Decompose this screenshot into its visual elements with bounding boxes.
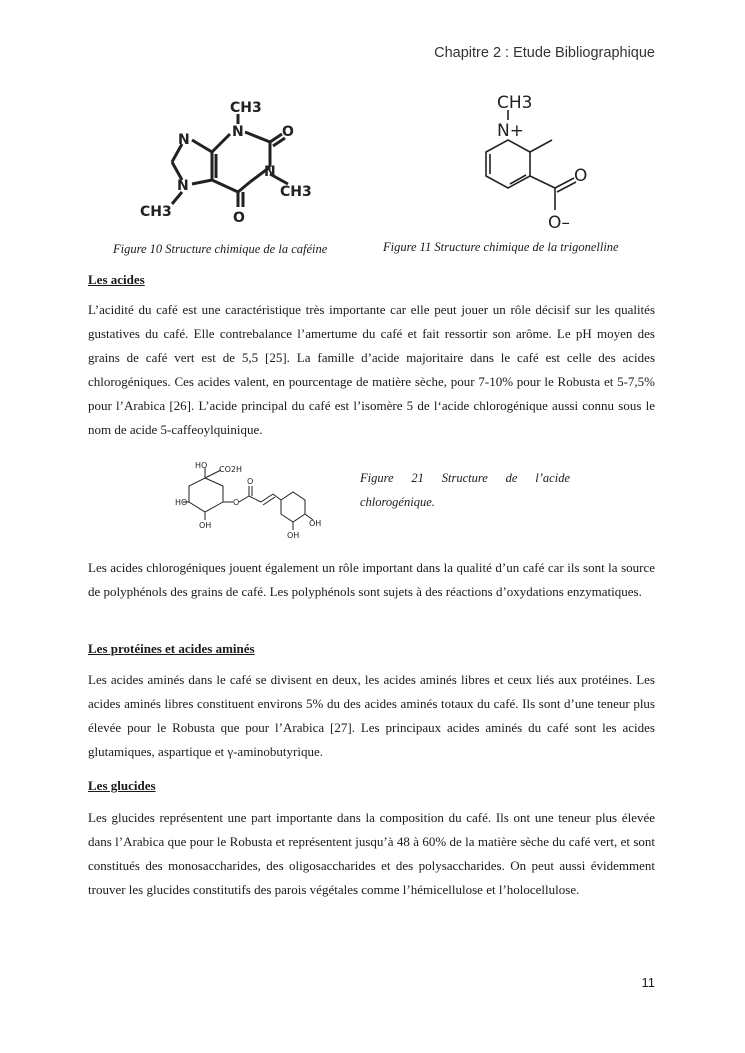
chlorogenic-atom-oh-bottom2: OH bbox=[287, 531, 300, 540]
chlorogenic-atom-ho-top: HO bbox=[195, 461, 208, 470]
chlorogenic-atom-o-ester: O bbox=[247, 477, 254, 486]
section-title-acides: Les acides bbox=[88, 272, 145, 287]
caffeine-atom-o-top: O bbox=[282, 124, 294, 140]
section-title-glucides: Les glucides bbox=[88, 778, 156, 793]
caffeine-atom-n-top: N bbox=[232, 124, 244, 140]
caffeine-atom-ch3-bottom: CH3 bbox=[140, 204, 172, 220]
proteines-paragraph: Les acides aminés dans le café se divisent en deux, les acides aminés libres et ceux liés aux protéines. Les acides aminés libres constituent environs 5% du des acides aminés totaux du café. Ils sont d’une teneur plus élevée pour le Robusta que pour l’Arabica [27]. Les principaux acides aminés du café sont les acides glutamiques, aspartique et γ-aminobutyrique. bbox=[88, 672, 655, 759]
caffeine-atom-o-bottom: O bbox=[233, 210, 245, 226]
running-header: Chapitre 2 : Etude Bibliographique bbox=[434, 45, 655, 61]
figure-11-caption: Figure 11 Structure chimique de la trigonelline bbox=[383, 240, 619, 254]
caffeine-atom-n-right: N bbox=[264, 164, 276, 180]
caffeine-atom-ch3-top: CH3 bbox=[230, 100, 262, 116]
caffeine-atom-ch3-right: CH3 bbox=[280, 184, 312, 200]
chlorogenic-atom-o-ring: O bbox=[233, 498, 240, 507]
page-number: 11 bbox=[641, 975, 655, 990]
chlorogenic-acid-structure-image bbox=[175, 458, 325, 543]
trigonelline-atom-n-plus: N+ bbox=[497, 121, 524, 141]
acides-paragraph-1: L’acidité du café est une caractéristique très importante car elle peut jouer un rôle décisif sur les qualités gustatives du café. Elle contrebalance l’amertume du café et fait ressortir son arôme. Le pH moyen des grains de café vert est de 5,5 [25]. La famille d’acide majoritaire dans le café est celle des acides chlorogéniques. Ces acides valent, en pourcentage de matière sèche, pour 7-10% pour le Robusta et 5-7,5% pour l’Arabica [26]. L’acide principal du café est l’isomère 5 de l‘acide chlorogénique aussi connu sous le nom de acide 5-caffeoylquinique. bbox=[88, 302, 655, 437]
trigonelline-atom-o-minus: O– bbox=[548, 213, 570, 233]
chlorogenic-atom-co2h: CO2H bbox=[219, 465, 242, 474]
chlorogenic-atom-oh-bottom: OH bbox=[199, 521, 212, 530]
trigonelline-atom-o-top: O bbox=[574, 166, 588, 186]
chlorogenic-atom-ho-left: HO bbox=[175, 498, 188, 507]
caffeine-structure-image bbox=[130, 92, 320, 227]
trigonelline-structure-image bbox=[470, 88, 590, 233]
figure-10-caption: Figure 10 Structure chimique de la caféine bbox=[113, 242, 328, 256]
acides-paragraph-2: Les acides chlorogéniques jouent également un rôle important dans la qualité d’un café car ils sont la source de polyphénols des grains de café. Les polyphénols sont sujets à des réactions d’oxydations enzymatiques. bbox=[88, 560, 655, 599]
trigonelline-atom-ch3: CH3 bbox=[497, 93, 533, 113]
caffeine-atom-n-bottom-left: N bbox=[177, 178, 189, 194]
chlorogenic-atom-oh-right: OH bbox=[309, 519, 322, 528]
section-title-proteines: Les protéines et acides aminés bbox=[88, 641, 255, 656]
caffeine-atom-n-left: N bbox=[178, 132, 190, 148]
figure-21-caption: Figure 21 Structure de l’acide chlorogénique. bbox=[360, 471, 570, 509]
glucides-paragraph: Les glucides représentent une part importante dans la composition du café. Ils ont une teneur plus élevée dans l’Arabica que pour le Robusta et représentent jusqu’à 48 à 60% de la matière sèche du café vert, et sont constitués des monosaccharides, des oligosaccharides et des polysaccharides. On peut aussi évidemment trouver les glucides constitutifs des parois végétales comme l’hémicellulose et l’holocellulose. bbox=[88, 810, 655, 897]
